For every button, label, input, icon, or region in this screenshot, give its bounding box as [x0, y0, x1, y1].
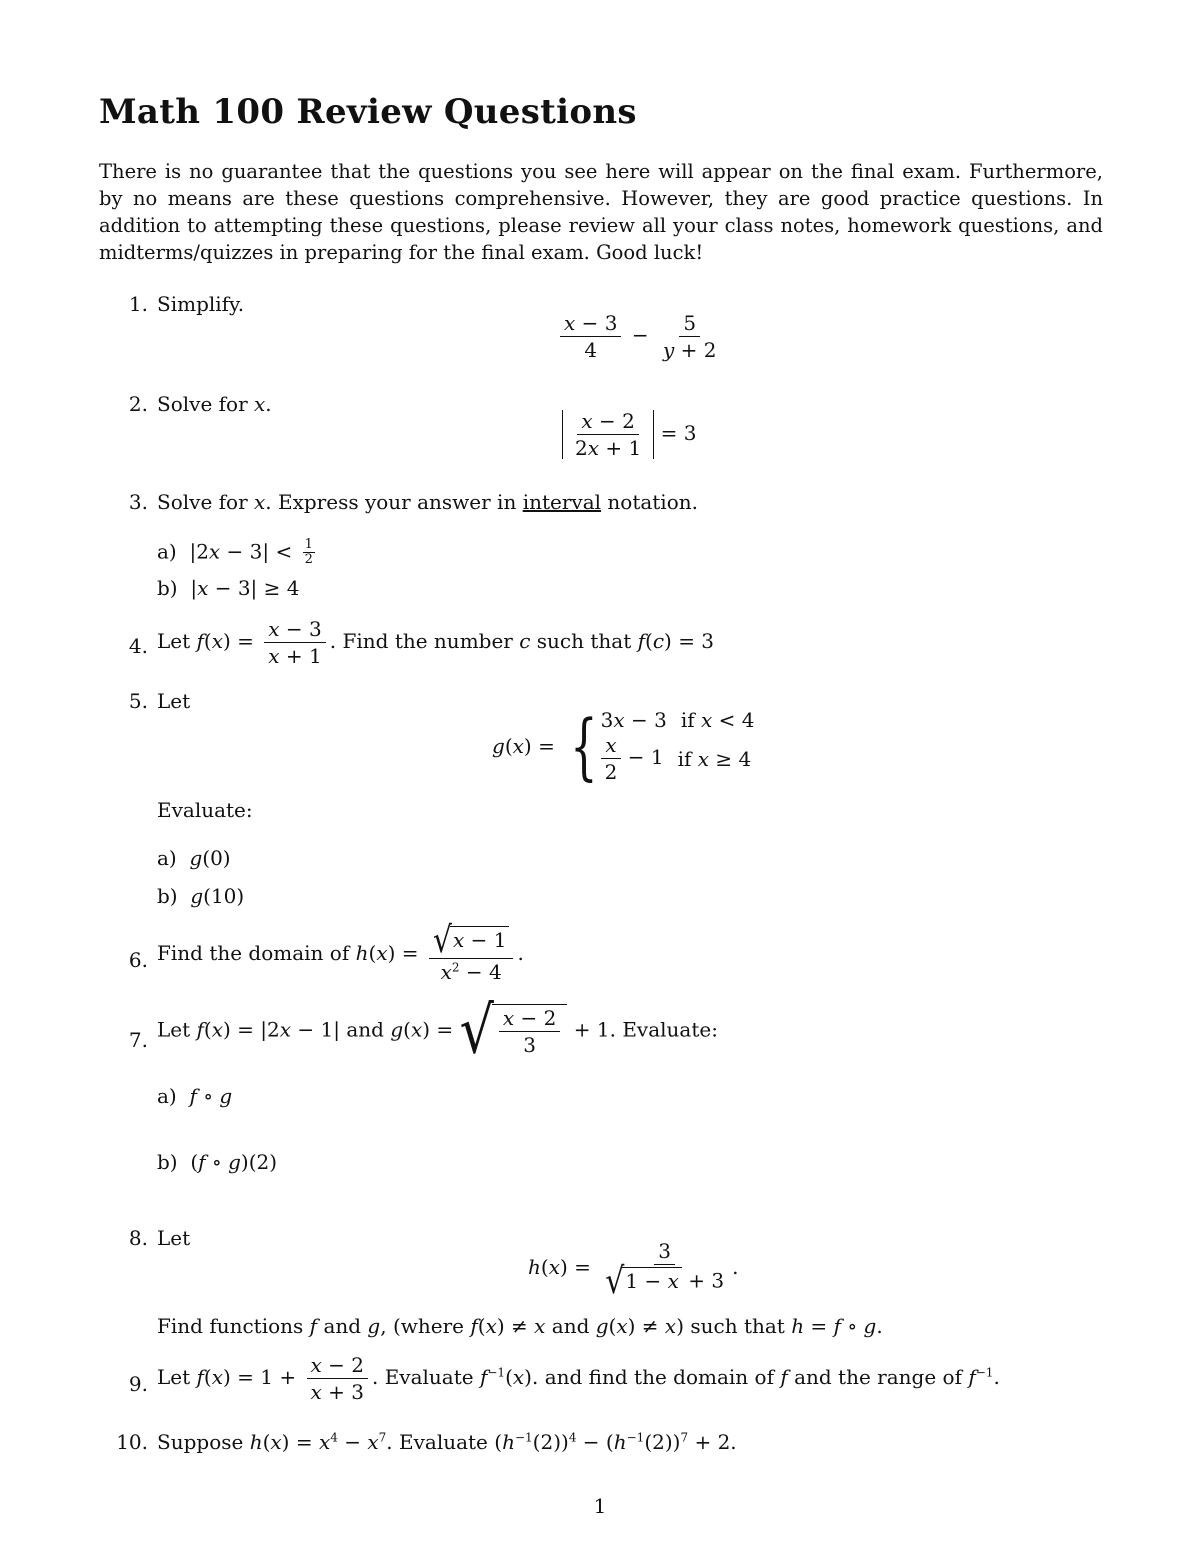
sub-question-b: b) |x − 3| ≥ 4	[157, 576, 300, 600]
question-text: Find the domain of h(x) = √ x − 1 $x^2 - 4$ .	[157, 919, 524, 984]
question-text: Simplify.	[157, 292, 245, 316]
equation-q8: h(x) = 3 √ 1 − x + 3 .	[528, 1239, 739, 1303]
page-title: Math 100 Review Questions	[99, 92, 637, 132]
question-number: 8.	[128, 1226, 148, 1250]
question-text: Let f(x) = |2x − 1| and g(x) = √ $\frac{x - 2}{3}$ + 1. Evaluate:	[157, 992, 718, 1069]
page-number: 1	[593, 1494, 607, 1518]
question-number: 1.	[128, 292, 148, 316]
sub-question-b: b) (f ∘ g)(2)	[157, 1150, 278, 1174]
piecewise-function: g(x) = { 3x − 3 if x < 4 $\frac{x}{2}$ − 1 if x ≥ 4	[492, 703, 755, 788]
question-text: Suppose $h(x) = x^4 - x^7$. Evaluate $(h^{-1}(2))^4 - (h^{-1}(2))^7 + 2$.	[157, 1430, 737, 1454]
question-text: Solve for x. Express your answer in interval notation.	[157, 490, 698, 514]
question-text: Find functions f and g, (where f(x) ≠ x and g(x) ≠ x) such that h = f ∘ g.	[157, 1314, 883, 1338]
equation-q1: $\frac{x - 3}{4}$ − $\frac{5}{y + 2}$	[556, 312, 724, 361]
question-text: Let f(x) = $\frac{x - 3}{x + 1}$ . Find the number c such that f(c) = 3	[157, 617, 715, 668]
intro-paragraph: There is no guarantee that the questions you see here will appear on the final exam. Furthermore, by no means are these questions comprehensive. However, they are good practice questions. In addition to attempting these questions, please review all your class notes, homework questions, and midterms/quizzes in preparing for the final exam. Good luck!	[99, 160, 1103, 264]
question-text: Let	[157, 1226, 191, 1250]
question-text: Let f(x) = 1 + $\frac{x - 2}{x + 3}$ . Evaluate $f^{-1}(x)$. and find the domain of f and the range of $f^{-1}$.	[157, 1353, 1000, 1404]
sub-question-a: a) f ∘ g	[157, 1084, 233, 1108]
equation-q2: $\frac{x - 2}{2x + 1}$ = 3	[562, 410, 696, 459]
question-number: 6.	[128, 948, 148, 972]
question-number: 2.	[128, 392, 148, 416]
question-text: Solve for x.	[157, 392, 272, 416]
question-number: 3.	[128, 490, 148, 514]
sub-question-a: a) g(0)	[157, 846, 231, 870]
question-number: 5.	[128, 689, 148, 713]
question-number: 9.	[128, 1372, 148, 1396]
question-text: Let	[157, 689, 191, 713]
evaluate-label: Evaluate:	[157, 798, 253, 822]
question-number: 10.	[116, 1430, 148, 1454]
question-number: 4.	[128, 634, 148, 658]
sub-question-b: b) g(10)	[157, 884, 245, 908]
sub-question-a: a) |2x − 3| < $\frac{1}{2}$	[157, 537, 313, 568]
question-number: 7.	[128, 1028, 148, 1052]
